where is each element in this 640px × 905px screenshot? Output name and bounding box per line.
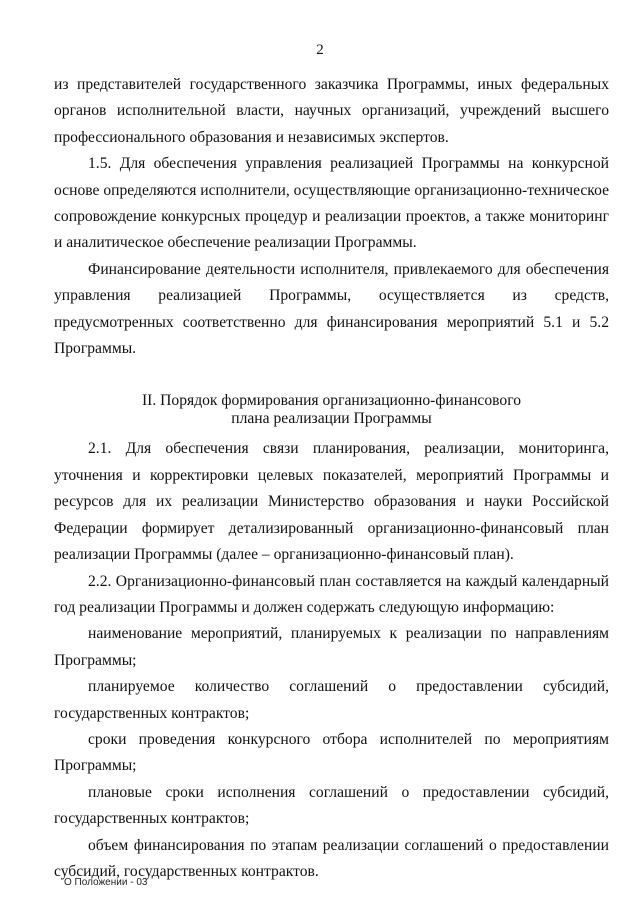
paragraph-continuation: из представителей государственного заказчика Программы, иных федеральных органов исполнительной власти, научных организаций, учреждений высшего профессионального образования и независимых экспертов. xyxy=(54,76,609,146)
list-item-execution-dates: плановые сроки исполнения соглашений о предоставлении субсидий, государственных контрактов; xyxy=(54,783,609,828)
document-body xyxy=(54,72,609,885)
section-heading xyxy=(54,392,609,428)
list-item-selection-dates: сроки проведения конкурсного отбора исполнителей по мероприятиям Программы; xyxy=(54,730,609,775)
list-item-funding-volume: объем финансирования по этапам реализации соглашений о предоставлении субсидий, государственных контрактов. xyxy=(54,836,609,880)
section-heading-line-2: плана реализации Программы xyxy=(231,410,432,428)
list-item-agreements-count: планируемое количество соглашений о предоставлении субсидий, государственных контрактов; xyxy=(54,678,609,722)
paragraph-2-1: 2.1. Для обеспечения связи планирования, реализации, мониторинга, уточнения и корректировки целевых показателей, мероприятий Программы и ресурсов для их реализации Министерство образования и науки Российской Федерации формирует детализированный организационно-финансовый план реализации Программы (далее – организационно-финансовый план). xyxy=(54,440,609,564)
section-heading-line-1: II. Порядок формирования организационно-финансового xyxy=(141,392,521,410)
paragraph-2-2: 2.2. Организационно-финансовый план составляется на каждый календарный год реализации Программы и должен содержать следующую информацию: xyxy=(54,572,609,616)
page-number: 2 xyxy=(316,42,324,58)
footer-note: О Положении - 03 xyxy=(64,877,148,888)
paragraph-1-5: 1.5. Для обеспечения управления реализацией Программы на конкурсной основе определяются исполнители, осуществляющие организационно-техническое сопровождение конкурсных процедур и реализации проектов, а также мониторинг и аналитическое обеспечение реализации Программы. xyxy=(54,155,609,252)
paragraph-financing: Финансирование деятельности исполнителя, привлекаемого для обеспечения управления реализацией Программы, осуществляется из средств, предусмотренных соответственно для финансирования мероприятий 5.1 и 5.2 Программы. xyxy=(54,260,609,358)
list-item-names: наименование мероприятий, планируемых к реализации по направлениям Программы; xyxy=(54,625,609,669)
